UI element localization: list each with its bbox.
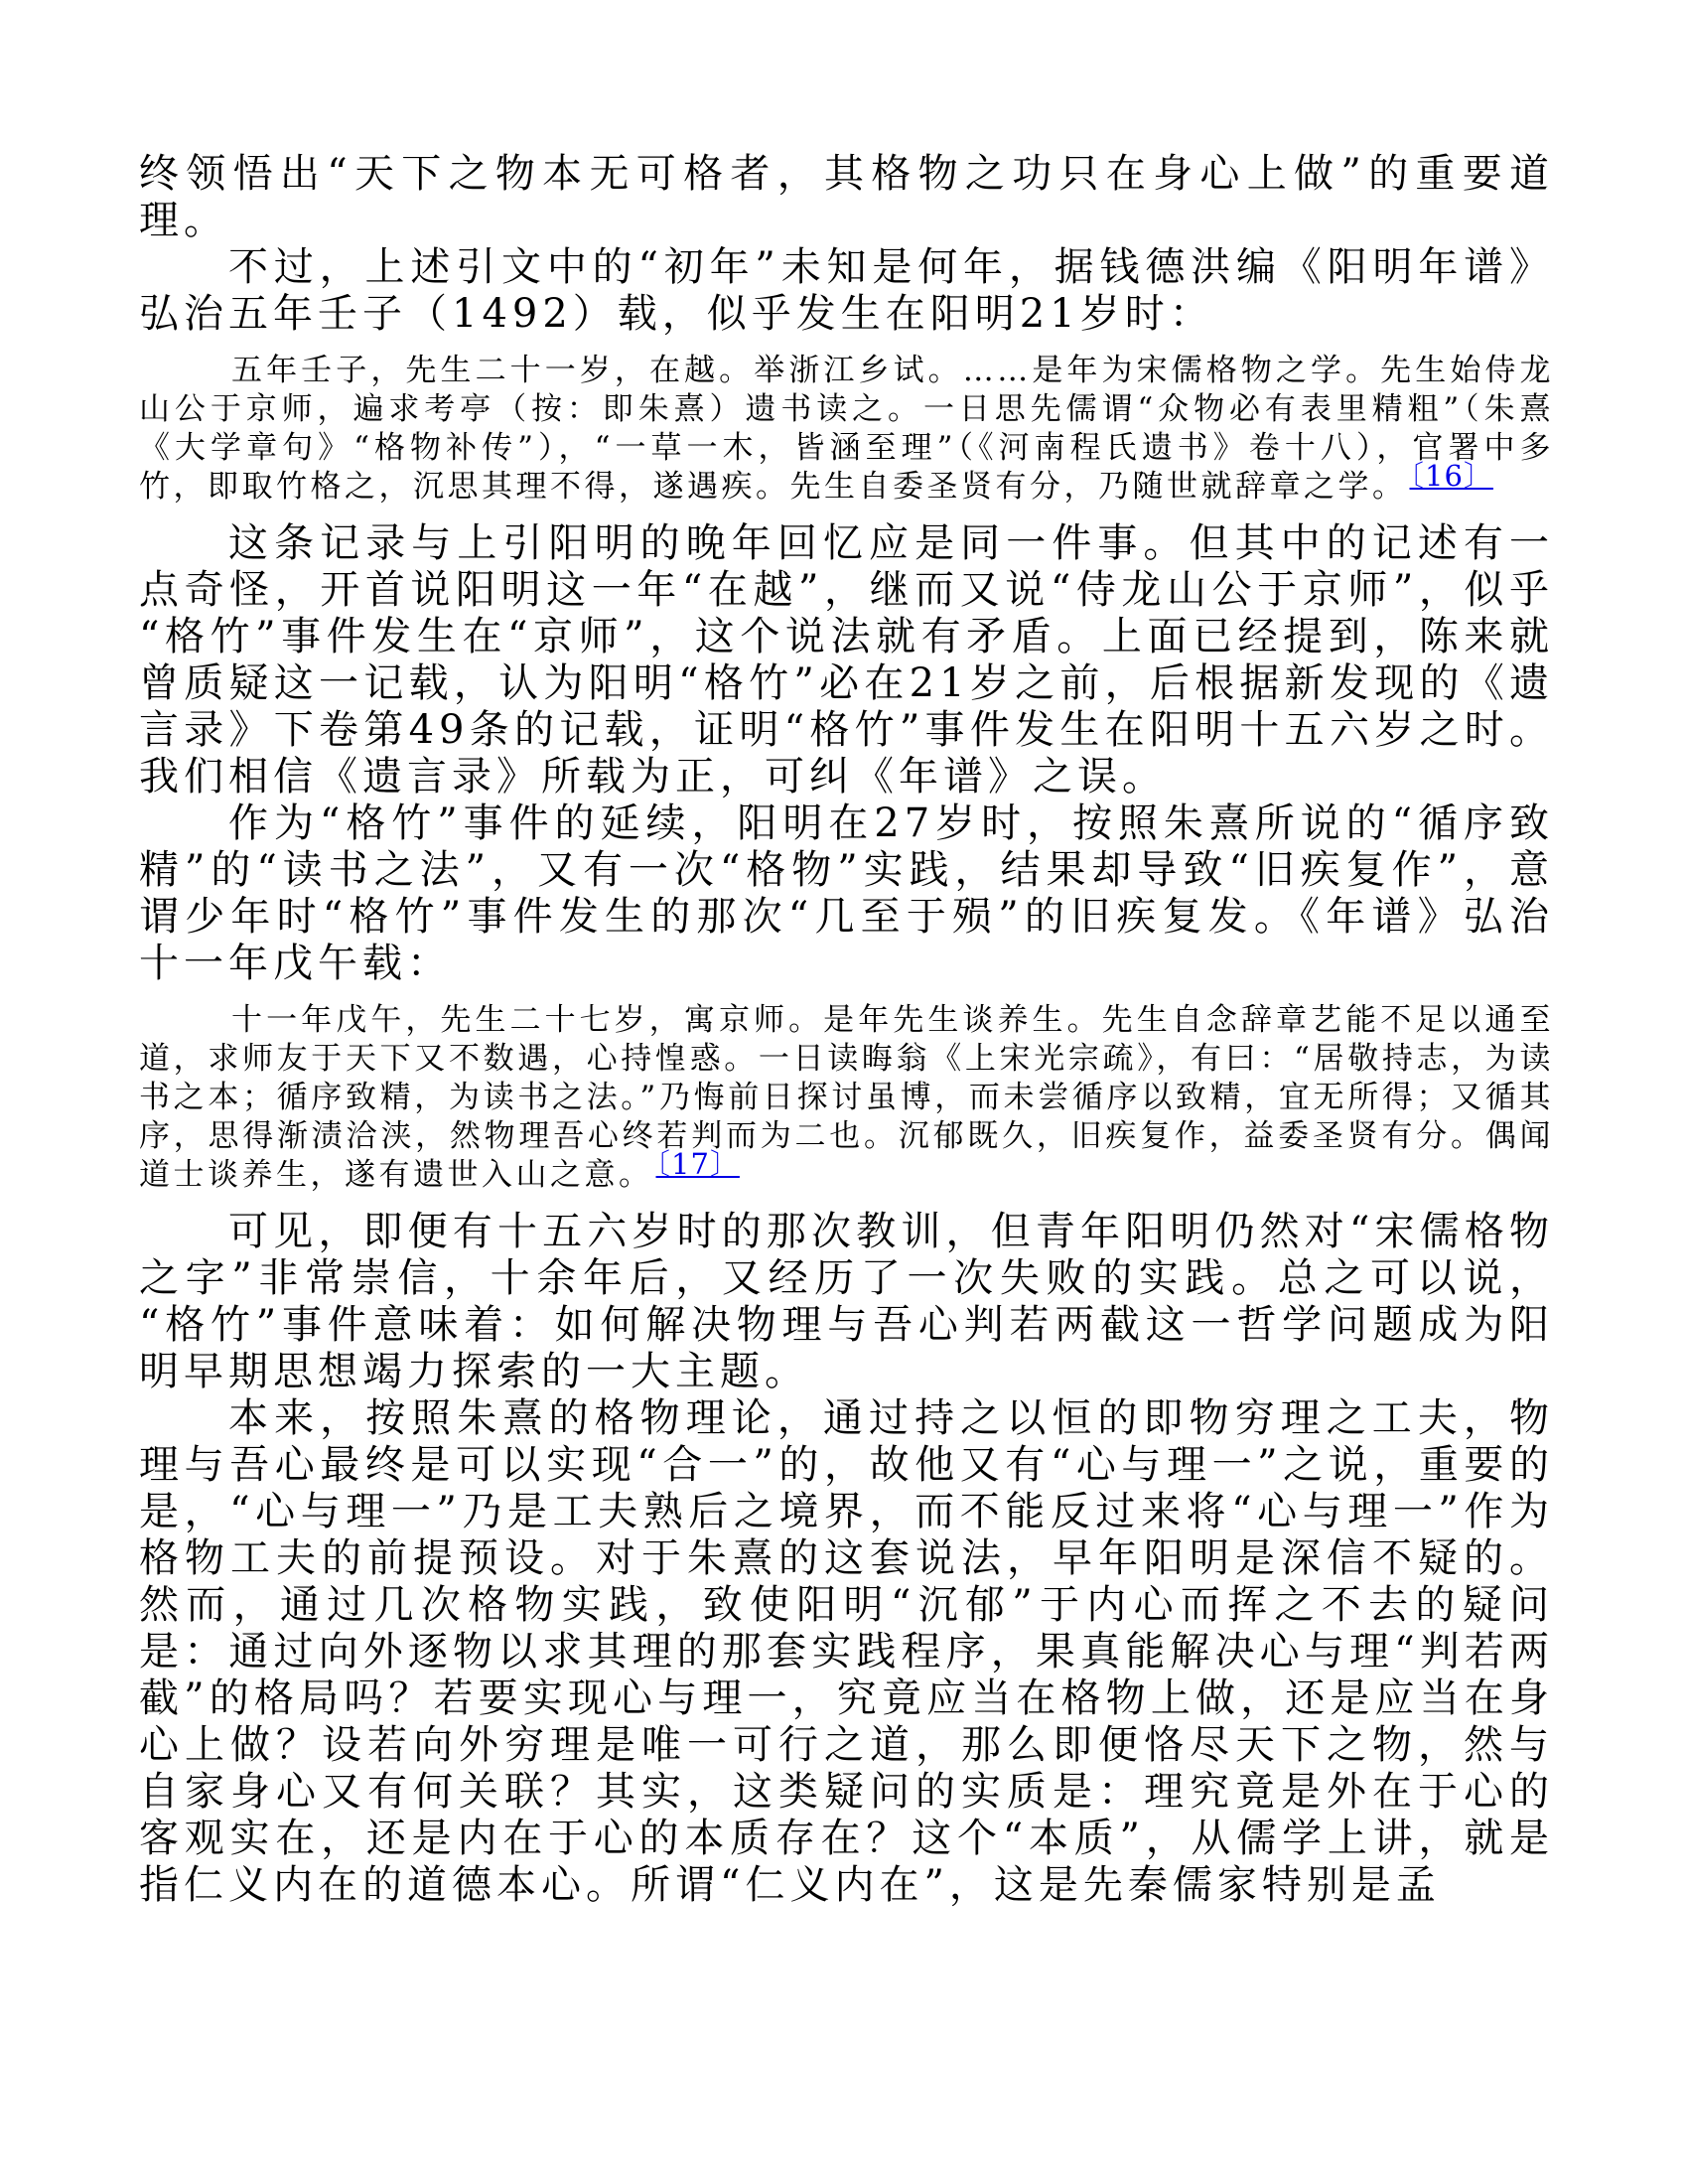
quote-text: 五年壬子，先生二十一岁，在越。举浙江乡试。……是年为宋儒格物之学。先生始侍龙山公于京师，遍求考亭（按：即朱熹）遗书读之。一日思先儒谓“众物必有表里精粗”（朱熹《大学章句》“格物补传”），“一草一木，皆涵至理”（《河南程氏遗书》卷十八），官署中多竹，即取竹格之，沉思其理不得，遂遇疾。先生自委圣贤有分，乃随世就辞章之学。 [139,353,1554,505]
paragraph-lesson-summary: 可见，即便有十五六岁时的那次教训，但青年阳明仍然对“宋儒格物之字”非常崇信，十余年后，又经历了一次失败的实践。总之可以说，“格竹”事件意味着：如何解决物理与吾心判若两截这一哲学问题成为阳明早期思想竭力探索的一大主题。 [139,1209,1554,1394]
block-quote-nianpu-wuwu [139,1001,1554,1195]
paragraph-gezhu-continuation: 作为“格竹”事件的延续，阳明在27岁时，按照朱熹所说的“循序致精”的“读书之法”，又有一次“格物”实践，结果却导致“旧疾复作”，意谓少年时“格竹”事件发生的那次“几至于殒”的旧疾复发。《年谱》弘治十一年戊午载： [139,801,1554,986]
block-quote-nianpu-1492 [139,352,1554,507]
paragraph-continuation: 终领悟出“天下之物本无可格者，其格物之功只在身心上做”的重要道理。 [139,151,1554,243]
paragraph-intro-nianpu: 不过，上述引文中的“初年”未知是何年，据钱德洪编《阳明年谱》弘治五年壬子（1492）载，似乎发生在阳明21岁时： [139,244,1554,337]
paragraph-zhuxi-theory: 本来，按照朱熹的格物理论，通过持之以恒的即物穷理之工夫，物理与吾心最终是可以实现“合一”的，故他又有“心与理一”之说，重要的是，“心与理一”乃是工夫熟后之境界，而不能反过来将“心与理一”作为格物工夫的前提预设。对于朱熹的这套说法，早年阳明是深信不疑的。然而，通过几次格物实践，致使阳明“沉郁”于内心而挥之不去的疑问是：通过向外逐物以求其理的那套实践程序，果真能解决心与理“判若两截”的格局吗？若要实现心与理一，究竟应当在格物上做，还是应当在身心上做？设若向外穷理是唯一可行之道，那么即便恪尽天下之物，然与自家身心又有何关联？其实，这类疑问的实质是：理究竟是外在于心的客观实在，还是内在于心的本质存在？这个“本质”，从儒学上讲，就是指仁义内在的道德本心。所谓“仁义内在”，这是先秦儒家特别是孟 [139,1395,1554,1908]
paragraph-record-analysis: 这条记录与上引阳明的晚年回忆应是同一件事。但其中的记述有一点奇怪，开首说阳明这一年“在越”，继而又说“侍龙山公于京师”，似乎“格竹”事件发生在“京师”，这个说法就有矛盾。上面已经提到，陈来就曾质疑这一记载，认为阳明“格竹”必在21岁之前，后根据新发现的《遗言录》下卷第49条的记载，证明“格竹”事件发生在阳明十五六岁之时。我们相信《遗言录》所载为正，可纠《年谱》之误。 [139,520,1554,800]
quote-text: 十一年戊午，先生二十七岁，寓京师。是年先生谈养生。先生自念辞章艺能不足以通至道，求师友于天下又不数遇，心持惶惑。一日读晦翁《上宋光宗疏》，有曰：“居敬持志，为读书之本；循序致精，为读书之法。”乃悔前日探讨虽博，而未尝循序以致精，宜无所得；又循其序，思得渐渍洽浃，然物理吾心终若判而为二也。沉郁既久，旧疾复作，益委圣贤有分。偶闻道士谈养生，遂有遗世入山之意。 [139,1002,1554,1193]
footnote-link-17[interactable]: 〔17〕 [655,1146,740,1181]
footnote-link-16[interactable]: 〔16〕 [1409,458,1493,493]
